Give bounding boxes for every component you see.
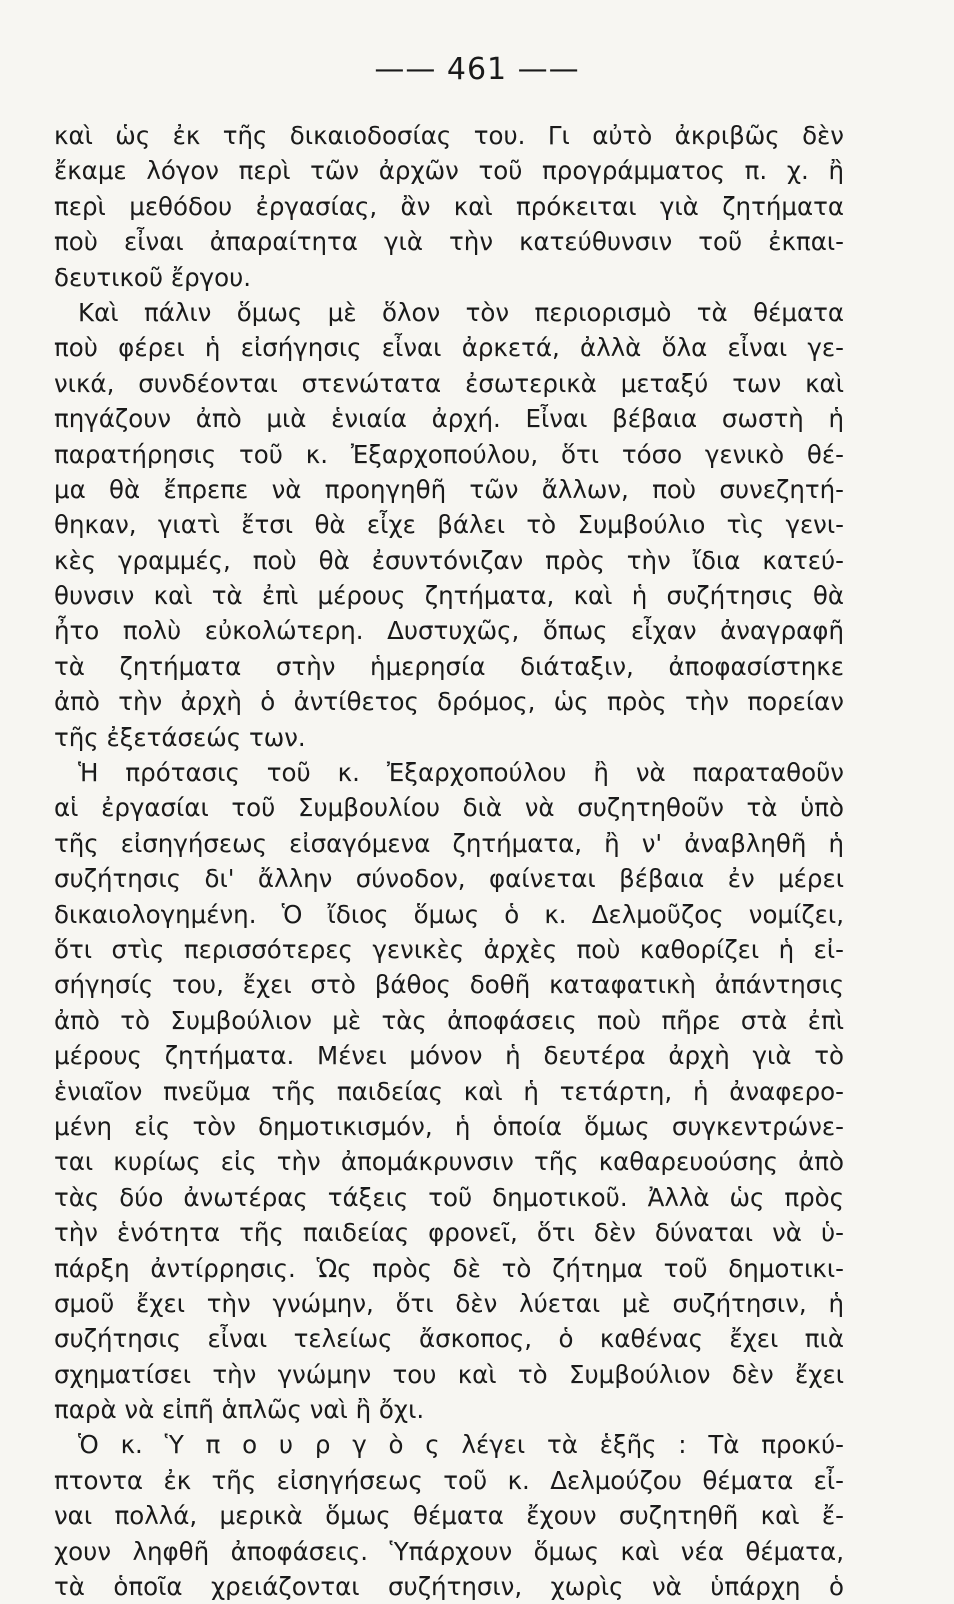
- text-line: δικαιολογημένη. Ὁ ἴδιος ὅμως ὁ κ. Δελμοῦζος νομίζει,: [54, 899, 844, 929]
- text-line: πτοντα ἐκ τῆς εἰσηγήσεως τοῦ κ. Δελμούζου θέματα εἶ-: [54, 1465, 844, 1495]
- text-line: τῆς εἰσηγήσεως εἰσαγόμενα ζητήματα, ἢ ν' ἀναβληθῆ ἡ: [54, 828, 844, 858]
- text-line: ἀπὸ τὸ Συμβούλιον μὲ τὰς ἀποφάσεις ποὺ πῆρε στὰ ἐπὶ: [54, 1005, 844, 1035]
- text-line: ναι πολλά, μερικὰ ὅμως θέματα ἔχουν συζητηθῆ καὶ ἔ-: [54, 1501, 844, 1531]
- page-body: [54, 118, 844, 1604]
- text-line: μα θὰ ἔπρεπε νὰ προηγηθῆ τῶν ἄλλων, ποὺ συνεζητή-: [54, 474, 844, 504]
- text-line: τῆς ἐξετάσεώς των.: [54, 722, 306, 752]
- text-line: Ἡ πρότασις τοῦ κ. Ἐξαρχοπούλου ἢ νὰ παραταθοῦν: [78, 758, 844, 788]
- text-line: παρατήρησις τοῦ κ. Ἐξαρχοπούλου, ὅτι τόσο γενικὸ θέ-: [54, 439, 844, 469]
- page-number: —— 461 ——: [374, 52, 580, 87]
- text-line: καὶ ὡς ἐκ τῆς δικαιοδοσίας του. Γι αὐτὸ ἀκριβῶς δὲν: [54, 121, 844, 150]
- text-line: ποὺ εἶναι ἀπαραίτητα γιὰ τὴν κατεύθυνσιν τοῦ ἐκπαι-: [54, 227, 844, 257]
- text-line: σμοῦ ἔχει τὴν γνώμην, ὅτι δὲν λύεται μὲ συζήτησιν, ἡ: [54, 1288, 844, 1318]
- text-line: δευτικοῦ ἔργου.: [54, 262, 252, 292]
- text-line: ἀπὸ τὴν ἀρχὴ ὁ ἀντίθετος δρόμος, ὡς πρὸς τὴν πορείαν: [54, 687, 844, 717]
- text-line: τὰ ζητήματα στὴν ἡμερησία διάταξιν, ἀποφασίστηκε: [54, 651, 844, 681]
- text-line: παρὰ νὰ εἰπῆ ἁπλῶς ναὶ ἢ ὄχι.: [54, 1395, 425, 1425]
- text-line: ὅτι στὶς περισσότερες γενικὲς ἀρχὲς ποὺ καθορίζει ἡ εἰ-: [54, 934, 844, 964]
- text-line: Καὶ πάλιν ὅμως μὲ ὅλον τὸν περιορισμὸ τὰ θέματα: [78, 297, 844, 327]
- text-line: ται κυρίως εἰς τὴν ἀπομάκρυνσιν τῆς καθαρευούσης ἀπὸ: [54, 1147, 844, 1177]
- text-line: τὴν ἑνότητα τῆς παιδείας φρονεῖ, ὅτι δὲν δύναται νὰ ὑ-: [54, 1218, 844, 1248]
- text-line: πάρξη ἀντίρρησις. Ὡς πρὸς δὲ τὸ ζήτημα τοῦ δημοτικι-: [54, 1253, 844, 1283]
- text-line: σχηματίσει τὴν γνώμην του καὶ τὸ Συμβούλιον δὲν ἔχει: [54, 1359, 844, 1389]
- text-line: ἔκαμε λόγον περὶ τῶν ἀρχῶν τοῦ προγράμματος π. χ. ἢ: [54, 156, 844, 186]
- text-line: θηκαν, γιατὶ ἔτσι θὰ εἶχε βάλει τὸ Συμβούλιο τὶς γενι-: [54, 510, 844, 540]
- text-line: νικά, συνδέονται στενώτατα ἐσωτερικὰ μεταξύ των καὶ: [54, 368, 844, 398]
- text-line: τὰ ὁποῖα χρειάζονται συζήτησιν, χωρὶς νὰ ὑπάρχη ὁ: [54, 1572, 844, 1602]
- text-line: σήγησίς του, ἔχει στὸ βάθος δοθῆ καταφατικὴ ἀπάντησις: [54, 970, 844, 1000]
- text-line: συζήτησις εἶναι τελείως ἄσκοπος, ὁ καθένας ἔχει πιὰ: [54, 1324, 844, 1354]
- text-line: μένη εἰς τὸν δημοτικισμόν, ἡ ὁποία ὅμως συγκεντρώνε-: [54, 1111, 844, 1141]
- text-line: ἑνιαῖον πνεῦμα τῆς παιδείας καὶ ἡ τετάρτη, ἡ ἀναφερο-: [54, 1076, 844, 1106]
- text-line: πηγάζουν ἀπὸ μιὰ ἑνιαία ἀρχή. Εἶναι βέβαια σωστὴ ἡ: [54, 404, 844, 434]
- text-line: θυνσιν καὶ τὰ ἐπὶ μέρους ζητήματα, καὶ ἡ συζήτησις θὰ: [54, 581, 844, 611]
- text-line: κὲς γραμμές, ποὺ θὰ ἐσυντόνιζαν πρὸς τὴν ἴδια κατεύ-: [54, 545, 844, 575]
- text-line: περὶ μεθόδου ἐργασίας, ἂν καὶ πρόκειται γιὰ ζητήματα: [54, 191, 844, 221]
- text-line: αἱ ἐργασίαι τοῦ Συμβουλίου διὰ νὰ συζητηθοῦν τὰ ὑπὸ: [54, 793, 844, 823]
- text-line: ἦτο πολὺ εὐκολώτερη. Δυστυχῶς, ὅπως εἶχαν ἀναγραφῆ: [54, 616, 844, 646]
- text-line: μέρους ζητήματα. Μένει μόνον ἡ δευτέρα ἀρχὴ γιὰ τὸ: [54, 1041, 844, 1071]
- text-line: ποὺ φέρει ἡ εἰσήγησις εἶναι ἀρκετά, ἀλλὰ ὅλα εἶναι γε-: [54, 333, 844, 363]
- text-line: συζήτησις δι' ἄλλην σύνοδον, φαίνεται βέβαια ἐν μέρει: [54, 864, 844, 894]
- text-line: χουν ληφθῆ ἀποφάσεις. Ὑπάρχουν ὅμως καὶ νέα θέματα,: [54, 1536, 844, 1566]
- text-line: τὰς δύο ἀνωτέρας τάξεις τοῦ δημοτικοῦ. Ἀλλὰ ὡς πρὸς: [54, 1182, 844, 1212]
- text-line: Ὁ κ. Ὑ π ο υ ρ γ ὸ ς λέγει τὰ ἑξῆς : Τὰ προκύ-: [78, 1430, 844, 1460]
